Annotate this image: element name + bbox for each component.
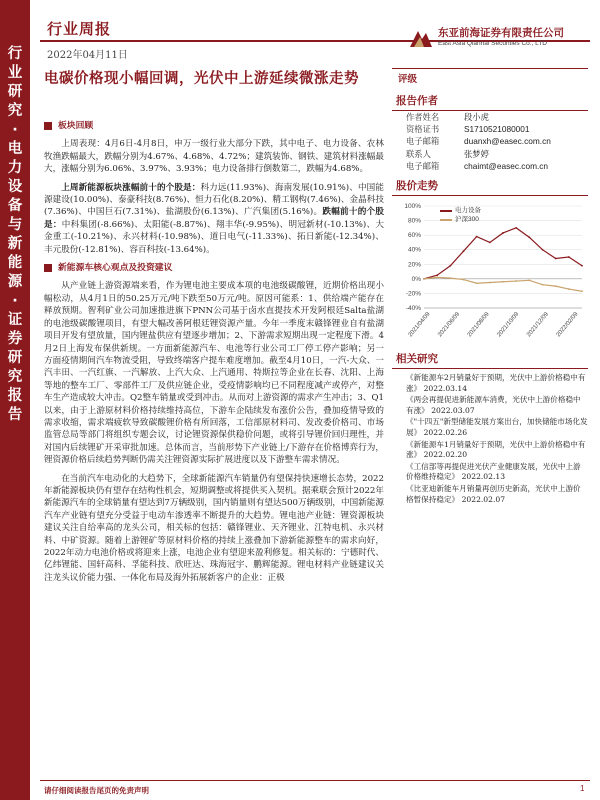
data-point: [515, 280, 517, 282]
y-tick-label: 20%: [407, 261, 421, 269]
related-report-date: 2022.03.14: [421, 383, 468, 393]
analyst-row: [392, 160, 588, 172]
right-sidebar: [392, 68, 588, 506]
paragraph: 在当前汽车电动化的大趋势下，全球新能源汽车销量仍有望保持快速增长态势，2022年新能源板块仍有望存在结构性机会，短期调整或将提供买入契机。据乘联会预计2022年新能源汽车的全球销量有望达到7万辆级别，国内销量则有望达500万辆级别，中国新能源汽车产业链有望充分受益于电动车渗透率不断提升的大趋势。锂电池产业链：锂资源板块建议关注自给率高的龙头公司，相关标的包括：赣锋锂业、天齐锂业、江特电机、永兴材料、中矿资源。随着上游锂矿等原材料价格的持续上涨叠加下游新能源整车的需求向好，2022年动力电池价格或将迎来上涨，电池企业有望迎来盈利修复。相关标的：宁德时代、亿纬锂能、国轩高科、孚能科技、欣旺达、珠海冠宇、鹏辉能源。锂电材料产业链建议关注龙头议价能力强、一体化布局及海外拓展新客户的企业：正极: [44, 473, 384, 583]
related-heading: 相关研究: [392, 349, 588, 369]
logo-mark-icon: [408, 27, 434, 51]
analyst-key: 资格证书: [406, 124, 440, 135]
square-bullet-icon: [44, 122, 52, 130]
related-report-link[interactable]: [406, 373, 588, 394]
related-report-date: 2022.02.20: [421, 450, 468, 460]
analyst-value: S1710521080001: [464, 124, 530, 135]
y-tick-label: 100%: [404, 203, 421, 211]
paragraph: 上周表现：4月6日-4月8日，申万一级行业大部分下跌，其中电子、电力设备、农林牧渔跌幅最大，跌幅分别为4.67%、4.68%、4.72%；建筑装饰、钢铁、建筑材料涨幅最大，涨幅分别为6.06%、3.97%、3.93%；电力设备排行倒数第二，跌幅为4.68%。: [44, 139, 384, 175]
chart-legend: [440, 206, 481, 224]
logo-cn: 东亚前海证券有限责任公司: [438, 27, 564, 39]
y-tick-label: 60%: [407, 232, 421, 240]
chart-svg: [392, 200, 588, 345]
analyst-value[interactable]: duanxh@easec.com.cn: [464, 136, 551, 147]
data-point: [581, 290, 583, 292]
y-tick-label: -40%: [405, 305, 421, 313]
company-logo: [408, 22, 588, 58]
report-date: 2022年04月11日: [47, 50, 128, 61]
data-point: [502, 232, 504, 234]
data-point: [436, 274, 438, 276]
analyst-key: 作者姓名: [406, 112, 440, 122]
related-report-link[interactable]: [406, 462, 588, 483]
related-report-date: 2022.02.26: [421, 427, 468, 437]
y-tick-label: -20%: [405, 290, 421, 298]
side-banner: 行业研究·电力设备与新能源·证券研究报告: [7, 46, 23, 423]
related-report-link[interactable]: [406, 417, 588, 438]
data-point: [555, 285, 557, 287]
section-heading-label: 板块回顾: [58, 121, 94, 131]
y-tick-label: 80%: [407, 217, 421, 225]
y-tick-label: 40%: [407, 246, 421, 254]
legend-swatch: [440, 219, 452, 221]
data-point: [528, 236, 530, 238]
report-type: 行业周报: [47, 20, 112, 38]
related-list: [392, 373, 588, 505]
related-report-title: 《新能源车2月销量好于预期，光伏中上游价格稳中有涨》: [406, 373, 586, 393]
square-bullet-icon: [44, 264, 52, 272]
footer-divider: [40, 780, 590, 781]
series-line: [424, 277, 582, 291]
data-point: [476, 236, 478, 238]
paragraph-text: 中科集团(-8.66%)、太阳能(-8.87%)、翔丰华(-9.95%)、明冠新材(-10.13%)、大金重工(-10.21%)、永兴材料(-10.98%)、道日电气(-11.33%)、拓日新能(-12.34%)、丰元股份(-12.81%)、容百科技(-13.64%)。: [44, 219, 384, 255]
page-number: 1: [580, 784, 585, 793]
x-tick-label: 2022/02/09: [555, 311, 580, 339]
data-point: [489, 282, 491, 284]
analyst-value: 段小虎: [464, 112, 489, 122]
related-report-title: 《"十四五"新型储能发展方案出台，加快储能市场化发展》: [406, 417, 588, 437]
legend-item: [440, 215, 481, 224]
paragraph-text: 科力远(11.93%)、海南发展(10.91%)、中国能源建设(10.00%)、泰豪科技(8.76%)、恒力石化(8.20%)、精工钢构(7.46%)、金晶科技(7.36%)、中国巨石(7.31%)、盐湖股份(6.13%)、广汽集团(5.16%)。: [44, 182, 384, 218]
analyst-value[interactable]: chaimt@easec.com.cn: [464, 160, 549, 171]
main-body: [44, 120, 384, 590]
related-report-link[interactable]: [406, 395, 588, 416]
data-point: [542, 249, 544, 251]
paragraph: [44, 182, 384, 256]
data-point: [555, 258, 557, 260]
analyst-row: [392, 148, 588, 160]
related-report-date: 2022.02.13: [459, 472, 506, 482]
related-report-date: 2022.03.07: [428, 405, 475, 415]
logo-en: East Asia Qianhai Securities Co., LTD: [438, 40, 547, 47]
legend-swatch: [440, 210, 452, 212]
related-report-link[interactable]: [406, 440, 588, 461]
related-report-title: 《比亚迪新能车月销量再创历史新高，光伏中上游价格暂保持稳定》: [406, 483, 581, 504]
data-point: [528, 279, 530, 281]
analyst-key: 联系人: [406, 148, 431, 159]
bold-lead: 上周新能源板块涨幅前十的个股是：: [61, 182, 201, 193]
related-report-title: 《新能源车1月销量好于预期，光伏中上游价格稳中有涨》: [406, 439, 586, 460]
related-report-link[interactable]: [406, 484, 588, 505]
paragraph: 从产业链上游资源端来看，作为锂电池主要成本项的电池级碳酸锂，近期价格出现小幅松动，从4月1日的50.25万元/吨下跌至50万元/吨。原因可能系：1、供给端产能存在释放预期。智利矿业公司加速推进旗下PNN公司基于卤水直提技术开发阿根廷Salta盐湖的电池级碳酸锂项目，有望大幅改善阿根廷锂资源产量。今年一季度末赣锋锂业自有盐湖项目开发有望放量，国内锂盐供应有望逐步增加；2、下游需求短期出现一定程度下滑。4月2日上海发布保供新规。一方面新能源汽车、电池等行业公司工厂停工停产影响；另一方面疫情期间汽车物流受阻，导致终端客户提车难度增加。截至4月10日，一汽-大众、一汽丰田、一汽红旗、一汽解放、上汽大众、上汽通用、特斯拉等企业在长春、沈阳、上海等地的整车工厂、零部件工厂及供应链企业，受疫情影响均已不同程度减产或停产，对整车生产造成较大冲击。Q2整车销量或受到冲击。从而对上游资源的需求产生冲击；3、Q1以来，由于上游原材料价格持续维持高位，下游车企陆续发布涨价公告，叠加疫情导致的需求收缩，需求端疲软导致碳酸锂价格有所回落，工信部原材料司、发改委价格司、市场监管总局等部门将组织专题会议，讨论锂资源保供稳价问题，或将引导锂价回归理性，并对国内后续锂矿开采审批加速。总体而言，当前形势下产业链上/下游存在价格博弈行为，锂资源价格后续趋势判断仍需关注锂资源实际扩展进度以及下游整车需求情况。: [44, 281, 384, 466]
section-heading-label: 新能源车核心观点及投资建议: [58, 263, 173, 274]
analyst-info: [392, 111, 588, 172]
x-tick-label: 2021/08/09: [466, 311, 491, 339]
analyst-value: 张梦婷: [464, 148, 489, 159]
x-tick-label: 2021/12/09: [526, 311, 550, 339]
section-heading: [44, 120, 384, 132]
data-point: [568, 288, 570, 290]
rating-label: 评级: [392, 68, 588, 87]
section-heading: [44, 262, 384, 274]
x-tick-label: 2021/10/09: [496, 311, 521, 339]
analyst-row: [392, 123, 588, 135]
data-point: [542, 284, 544, 286]
analyst-heading: 报告作者: [392, 91, 588, 111]
x-tick-label: 2021/04/09: [407, 311, 432, 339]
related-report-date: 2022.02.07: [459, 494, 506, 504]
page-title: 电碳价格现小幅回调，光伏中上游延续微涨走势: [44, 71, 359, 87]
x-tick-label: 2021/06/09: [437, 311, 462, 339]
data-point: [463, 279, 465, 281]
legend-item: [440, 206, 481, 215]
chart-heading: 股价走势: [392, 176, 588, 196]
legend-label: 沪深300: [455, 216, 479, 224]
analyst-key: 电子邮箱: [406, 136, 440, 147]
related-report-title: 《工信部等再提促进光伏产业健康发展，光伏中上游价格维持稳定》: [406, 461, 581, 482]
data-point: [436, 277, 438, 279]
analyst-key: 电子邮箱: [406, 160, 440, 171]
data-point: [489, 242, 491, 244]
y-tick-label: 0%: [411, 275, 421, 283]
data-point: [515, 227, 517, 229]
disclaimer-note: 请仔细阅读报告尾页的免责声明: [44, 786, 149, 795]
stock-chart: [392, 200, 588, 345]
data-point: [463, 250, 465, 252]
series-line: [424, 228, 582, 279]
data-point: [581, 265, 583, 267]
analyst-row: [392, 111, 588, 123]
data-point: [502, 281, 504, 283]
data-point: [568, 256, 570, 258]
legend-label: 电力设备: [455, 207, 481, 215]
related-report-title: 《两会再提促进新能源车消费，光伏中上游价格稳中有涨》: [406, 395, 581, 415]
data-point: [476, 282, 478, 284]
bold-lead: 跌幅前十的个股是：: [44, 207, 384, 230]
analyst-row: [392, 135, 588, 147]
data-point: [449, 277, 451, 279]
data-point: [423, 278, 425, 280]
data-point: [449, 265, 451, 267]
